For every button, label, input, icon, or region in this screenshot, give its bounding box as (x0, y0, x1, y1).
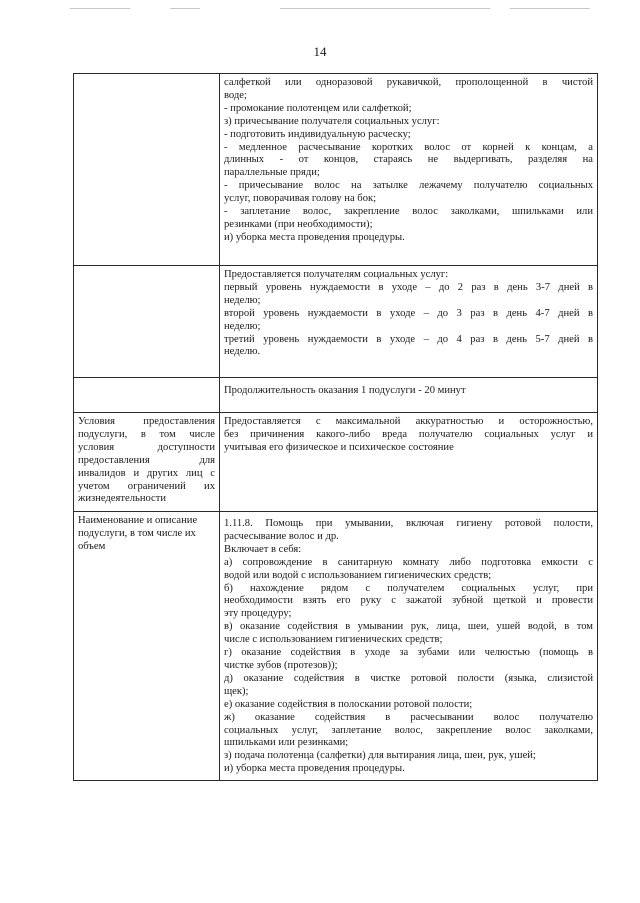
text-line: жизнедеятельности (78, 493, 167, 505)
scan-artifact-top (0, 0, 640, 14)
row-content-cell (220, 74, 598, 266)
text-line: Наименование и описание (78, 515, 198, 526)
text-line: Условия предоставления (78, 416, 215, 427)
text-line: г) оказание содействия в уходе за зубами или челюстью (помощь в (224, 647, 593, 659)
text-line: е) оказание содействия в полоскании ротовой полости; (224, 698, 473, 710)
text-line: предоставления для (78, 454, 215, 466)
text-line: без причинения какого-либо вреда получателю социальных услуг и (224, 428, 593, 440)
text-line: необходимости взять его руку с зажатой зубной щеткой и провести (224, 595, 593, 607)
text-line: чистке зубов (протезов)); (224, 659, 338, 671)
text-line: услуг, поворачивая голову на бок; (224, 193, 377, 205)
services-table (73, 73, 598, 781)
text-line: Предоставляется с максимальной аккуратностью и осторожностью, (224, 416, 593, 427)
row-label-cell (74, 413, 220, 512)
text-line: неделю; (224, 320, 261, 332)
text-line: социальных услуг, заплетание волос, закрепление волос заколками, (224, 724, 593, 736)
table-row (74, 378, 598, 413)
table-row (74, 74, 598, 266)
text-line: а) сопровождение в санитарную комнату либо подготовка емкости с (224, 556, 593, 568)
text-line: и) уборка места проведения процедуры. (224, 763, 405, 775)
row-label-cell (74, 512, 220, 781)
text-line: числе с использованием гигиенических средств; (224, 634, 443, 646)
table-row (74, 266, 598, 378)
text-line: в) оказание содействия в умывании рук, лица, шеи, ушей водой, в том (224, 621, 593, 633)
text-line: - заплетание волос, закрепление волос заколками, шпильками или (224, 206, 593, 218)
text-line: длинных - от концов, стараясь не выдергивать, разделяя на (224, 154, 593, 166)
text-line: з) подача полотенца (салфетки) для вытирания лица, шеи, рук, ушей; (224, 750, 536, 762)
text-line: второй уровень нуждаемости в уходе – до 3 раз в день 4-7 дней в (224, 307, 593, 319)
text-line: б) нахождение рядом с получателем социальных услуг, при (224, 582, 593, 594)
text-line: Предоставляется получателям социальных услуг: (224, 269, 449, 280)
text-line: неделю; (224, 294, 261, 306)
text-line: - подготовить индивидуальную расческу; (224, 128, 411, 140)
text-line: - причесывание волос на затылке лежачему получателю социальных (224, 180, 593, 192)
table-row (74, 413, 598, 512)
page-number: 14 (313, 44, 327, 59)
text-line: шпильками или резинками; (224, 737, 349, 749)
text-line: и) уборка места проведения процедуры. (224, 231, 405, 243)
text-line: водой или водой с использованием гигиенических средств; (224, 569, 492, 581)
row-label-cell (74, 378, 220, 413)
text-line: объем (78, 540, 106, 552)
row-content-cell (220, 266, 598, 378)
text-line: условия доступности (78, 441, 215, 453)
text-line: подуслуги, в том числе их (78, 527, 196, 539)
row-label-cell (74, 266, 220, 378)
text-line: первый уровень нуждаемости в уходе – до 2 раз в день 3-7 дней в (224, 281, 593, 293)
text-line: третий уровень нуждаемости в уходе – до 4 раз в день 5-7 дней в (224, 333, 593, 345)
text-line: неделю. (224, 346, 261, 358)
text-line: 1.11.8. Помощь при умывании, включая гигиену ротовой полости, (224, 518, 593, 529)
text-line: резинками (при необходимости); (224, 218, 373, 230)
text-line: учетом ограничений их (78, 480, 215, 492)
text-line: - медленное расчесывание коротких волос от корней к концам, а (224, 141, 593, 153)
row-content-cell (220, 378, 598, 413)
text-line: воде; (224, 89, 247, 101)
row-content-cell (220, 413, 598, 512)
table-row (74, 512, 598, 781)
text-line: учитывая его физическое и психическое состояние (224, 441, 454, 453)
text-line: подуслуги, в том числе (78, 428, 215, 440)
row-label-cell (74, 74, 220, 266)
text-line: эту процедуру; (224, 608, 292, 620)
text-line: салфеткой или одноразовой рукавичкой, прополощенной в чистой (224, 77, 593, 88)
row-content-cell (220, 512, 598, 781)
text-line: д) оказание содействия в чистке ротовой полости (языка, слизистой (224, 672, 593, 684)
text-line: параллельные пряди; (224, 167, 320, 179)
text-line: - промокание полотенцем или салфеткой; (224, 102, 412, 114)
text-line: инвалидов и других лиц с (78, 467, 215, 479)
text-line: ж) оказание содействия в расчесывании волос получателю (224, 711, 593, 723)
text-line: расчесывание волос и др. (224, 530, 339, 542)
text-line: з) причесывание получателя социальных услуг: (224, 115, 440, 127)
text-line: Продолжительность оказания 1 подуслуги - 20 минут (224, 385, 466, 396)
text-line: щек); (224, 685, 249, 697)
text-line: Включает в себя: (224, 543, 302, 555)
